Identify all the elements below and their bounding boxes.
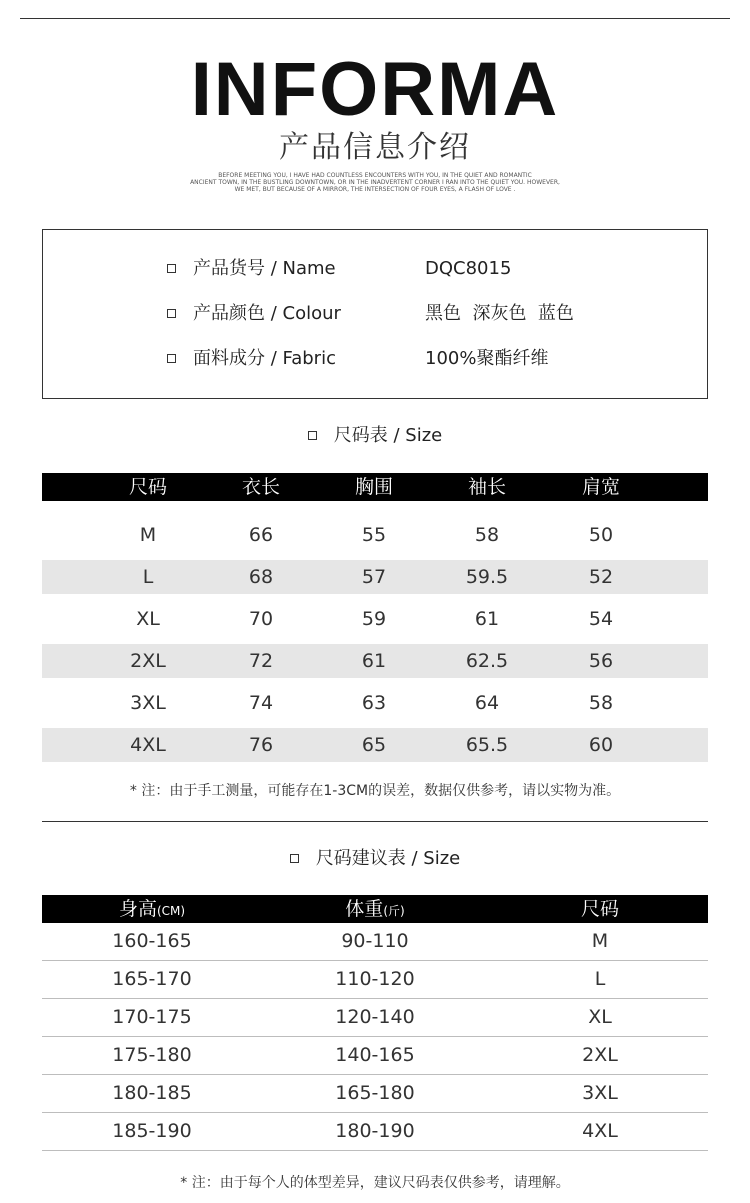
column-header: 衣长 [241,476,280,498]
info-row-colour [43,299,709,329]
column-header-main: 体重 [345,898,384,920]
table-row [42,923,708,961]
table-cell: 63 [361,692,387,714]
table-cell: XL [588,1006,612,1028]
info-row-fabric [43,344,709,374]
table-row [42,602,708,636]
table-row [42,961,708,999]
tagline-text [150,172,600,193]
column-header: 尺码 [128,476,167,498]
info-label: 产品颜色 / Colour [193,303,341,324]
column-header [295,895,455,925]
top-divider [20,18,730,19]
table-cell: L [142,566,154,588]
size-recommendation-table [42,895,708,1151]
square-bullet-icon [167,264,176,273]
size-table-heading [0,421,750,451]
table-cell: 72 [248,650,274,672]
column-header: 肩宽 [581,476,620,498]
table-cell: 61 [361,650,387,672]
square-bullet-icon [290,854,299,863]
table-row [42,518,708,552]
column-header: 胸围 [354,476,393,498]
column-header: 袖长 [467,476,506,498]
table-cell: 68 [248,566,274,588]
table-cell: 58 [588,692,614,714]
table-cell: 180-190 [335,1120,415,1142]
table-cell: 65.5 [465,734,509,756]
info-label: 面料成分 / Fabric [193,348,336,369]
info-label: 产品货号 / Name [193,258,336,279]
table-row [42,999,708,1037]
table-cell: 165-180 [335,1082,415,1104]
table-row [42,686,708,720]
table-cell: 160-165 [112,930,192,952]
table-cell: 3XL [130,692,166,714]
tagline-line: WE MET, BUT BECAUSE OF A MIRROR, THE INTERSECTION OF FOUR EYES, A FLASH OF LOVE . [234,186,516,193]
table-cell: 56 [588,650,614,672]
table-cell: 59 [361,608,387,630]
table-cell: 170-175 [112,1006,192,1028]
table-cell: 165-170 [112,968,192,990]
table-cell: 185-190 [112,1120,192,1142]
column-header-unit: (CM) [156,904,186,918]
recommend-heading-text: 尺码建议表 / Size [315,848,461,869]
table-row [42,1075,708,1113]
recommend-table-heading [0,844,750,874]
table-cell: 57 [361,566,387,588]
table-row [42,1037,708,1075]
column-header-unit: (斤) [383,904,405,918]
recommend-table-header [42,895,708,923]
table-cell: 64 [474,692,500,714]
table-cell: 76 [248,734,274,756]
column-header [520,895,680,923]
recommend-table-note: * 注：由于每个人的体型差异，建议尺码表仅供参考，请理解。 [180,1175,570,1191]
table-cell: 59.5 [465,566,509,588]
info-value: 100%聚酯纤维 [425,348,549,369]
table-cell: 2XL [130,650,166,672]
table-row [42,560,708,594]
table-cell: XL [136,608,160,630]
table-cell: 62.5 [465,650,509,672]
table-cell: 70 [248,608,274,630]
page-title: INFORMA [190,47,560,132]
tagline-line: BEFORE MEETING YOU, I HAVE HAD COUNTLESS ENCOUNTERS WITH YOU, IN THE QUIET AND ROMANTIC [218,172,532,179]
square-bullet-icon [167,309,176,318]
table-cell: 61 [474,608,500,630]
table-cell: 65 [361,734,387,756]
size-heading-text: 尺码表 / Size [333,425,443,446]
table-row [42,728,708,762]
table-cell: 2XL [582,1044,618,1066]
page-subtitle: 产品信息介绍 [279,130,471,165]
table-cell: 140-165 [335,1044,415,1066]
info-value: DQC8015 [425,258,512,279]
product-info-box [42,229,708,399]
info-row-name [43,254,709,284]
table-cell: 120-140 [335,1006,415,1028]
table-cell: 60 [588,734,614,756]
table-row [42,644,708,678]
column-header [72,895,232,925]
table-cell: 74 [248,692,274,714]
table-cell: 90-110 [341,930,409,952]
info-value: 黑色 深灰色 蓝色 [425,303,574,324]
table-cell: 180-185 [112,1082,192,1104]
table-cell: M [139,524,157,546]
table-row [42,1113,708,1151]
table-cell: 3XL [582,1082,618,1104]
table-cell: 175-180 [112,1044,192,1066]
table-cell: M [591,930,609,952]
table-cell: 66 [248,524,274,546]
tagline-line: ANCIENT TOWN, IN THE BUSTLING DOWNTOWN, OR IN THE INADVERTENT CORNER I RAN INTO THE QUIET YOU. HOWEVER, [190,179,560,186]
column-header-main: 身高 [118,898,157,920]
table-cell: L [594,968,606,990]
section-divider [42,821,708,822]
table-cell: 110-120 [335,968,415,990]
column-header-main: 尺码 [580,898,619,920]
table-cell: 52 [588,566,614,588]
size-table-header [42,473,708,501]
table-cell: 50 [588,524,614,546]
table-cell: 58 [474,524,500,546]
size-table-note: * 注：由于手工测量，可能存在1-3CM的误差，数据仅供参考，请以实物为准。 [129,783,621,799]
table-cell: 4XL [582,1120,618,1142]
table-cell: 4XL [130,734,166,756]
size-table [42,473,708,762]
square-bullet-icon [308,431,317,440]
table-cell: 55 [361,524,387,546]
table-cell: 54 [588,608,614,630]
square-bullet-icon [167,354,176,363]
